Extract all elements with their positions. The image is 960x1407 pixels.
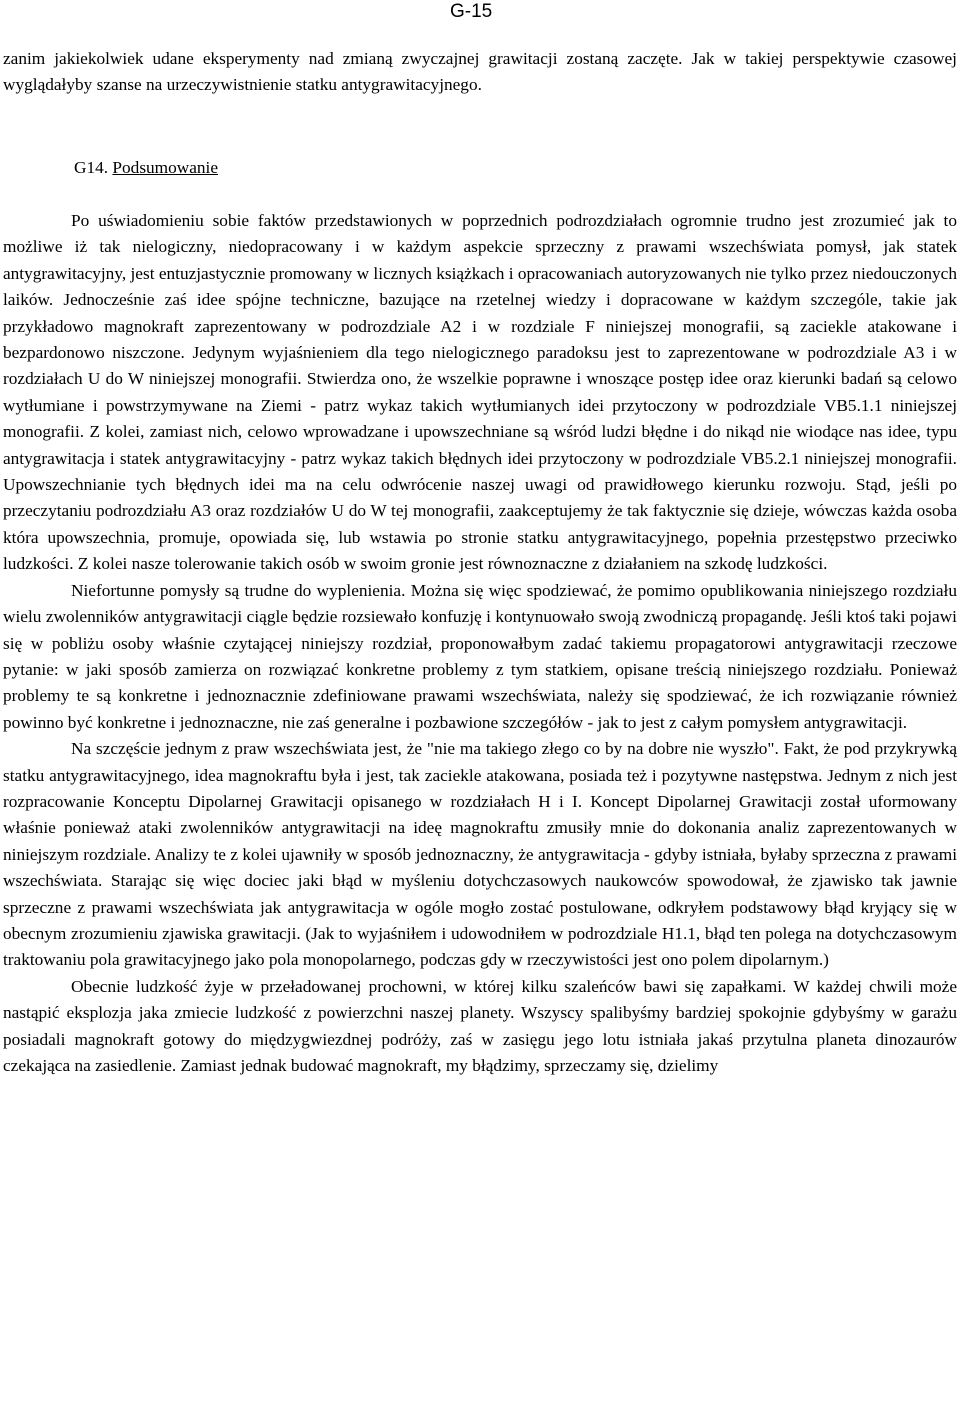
page-number: G-15 xyxy=(450,1,493,22)
section-body xyxy=(3,208,957,1079)
section-title: Podsumowanie xyxy=(112,158,219,177)
section-heading xyxy=(74,155,218,181)
paragraph: Na szczęście jednym z praw wszechświata jest, że "nie ma takiego złego co by na dobre nie wyszło". Fakt, że pod przykrywką statku antygrawitacyjnego, idea magnokraftu była i jest, tak zaciekle atakowana, posiada też i pozytywne następstwa. Jednym z nich jest rozpracowanie Konceptu Dipolarnej Grawitacji opisanego w rozdziałach H i I. Koncept Dipolarnej Grawitacji został uformowany właśnie ponieważ ataki zwolenników antygrawitacji na ideę magnokraftu zmusiły mnie do dokonania analiz zaprezentowanych w niniejszym rozdziale. Analizy te z kolei ujawniły w sposób jednoznaczny, że antygrawitacja - gdyby istniała, byłaby sprzeczna z prawami wszechświata. Starając się więc dociec jaki błąd w myśleniu dotychczasowych naukowców spowodował, że zjawisko tak jawnie sprzeczne z prawami wszechświata jak antygrawitacja w ogóle mogło zostać postulowane, odkryłem podstawowy błąd kryjący się w obecnym zrozumieniu zjawiska grawitacji. (Jak to wyjaśniłem i udowodniłem w podrozdziale H1.1, błąd ten polega na dotychczasowym traktowaniu pola grawitacyjnego jako pola monopolarnego, podczas gdy w rzeczywistości jest ono polem dipolarnym.) xyxy=(3,739,957,970)
paragraph: Po uświadomieniu sobie faktów przedstawionych w poprzednich podrozdziałach ogromnie trudno jest zrozumieć jak to możliwe iż tak nielogiczny, niedopracowany i w każdym aspekcie sprzeczny z prawami wszechświata pomysł, jak statek antygrawitacyjny, jest entuzjastycznie promowany w licznych książkach i opracowaniach autoryzowanych nie tylko przez niedouczonych laików. Jednocześnie zaś idee spójne techniczne, bazujące na rzetelnej wiedzy i dopracowane w każdym szczególe, takie jak przykładowo magnokraft zaprezentowany w podrozdziale A2 i w rozdziale F niniejszej monografii, są zaciekle atakowane i bezpardonowo niszczone. Jedynym wyjaśnieniem dla tego nielogicznego paradoksu jest to zaprezentowane w podrozdziale A3 i w rozdziałach U do W niniejszej monografii. Stwierdza ono, że wszelkie poprawne i wnoszące postęp idee oraz kierunki badań są celowo wytłumiane i powstrzymywane na Ziemi - patrz wykaz takich wytłumianych idei przytoczony w podrozdziale VB5.1.1 niniejszej monografii. Z kolei, zamiast nich, celowo wprowadzane i upowszechniane są wśród ludzi błędne i do nikąd nie wiodące nas idee, typu antygrawitacja i statek antygrawitacyjny - patrz wykaz takich błędnych idei przytoczony w podrozdziale VB5.2.1 niniejszej monografii. Upowszechnianie tych błędnych idei ma na celu odwrócenie naszej uwagi od prawidłowego kierunku rozwoju. Stąd, jeśli po przeczytaniu podrozdziału A3 oraz rozdziałów U do W tej monografii, zaakceptujemy że tak faktycznie się dzieje, wówczas każda osoba która upowszechnia, promuje, opowiada się, lub wstawia po stronie statku antygrawitacyjnego, popełnia przestępstwo przeciwko ludzkości. Z kolei nasze tolerowanie takich osób w swoim gronie jest równoznaczne z działaniem na szkodę ludzkości. xyxy=(3,211,957,574)
paragraph: Niefortunne pomysły są trudne do wyplenienia. Można się więc spodziewać, że pomimo opublikowania niniejszego rozdziału wielu zwolenników antygrawitacji ciągle będzie rozsiewało konfuzję i kontynuowało swoją zwodniczą propagandę. Jeśli ktoś taki pojawi się w pobliżu osoby właśnie czytającej niniejszy rozdział, proponowałbym zadać takiemu propagatorowi antygrawitacji rzeczowe pytanie: w jaki sposób zamierza on rozwiązać konkretne problemy z tym statkiem, opisane treścią niniejszego rozdziału. Ponieważ problemy te są konkretne i jednoznacznie zdefiniowane prawami wszechświata, należy się spodziewać, że ich rozwiązanie również powinno być konkretne i jednoznaczne, nie zaś generalne i pozbawione szczegółów - jak to jest z całym pomysłem antygrawitacji. xyxy=(3,580,957,732)
paragraph: Obecnie ludzkość żyje w przeładowanej prochowni, w której kilku szaleńców bawi się zapałkami. W każdej chwili może nastąpić eksplozja jaka zmiecie ludzkość z powierzchni naszej planety. Wszyscy spalibyśmy bardziej spokojnie gdybyśmy w garażu posiadali magnokraft gotowy do międzygwiezdnej podróży, zaś w zasięgu jego lotu istniała jakaś przytulna planeta dinozaurów czekająca na zasiedlenie. Zamiast jednak budować magnokraft, my błądzimy, sprzeczamy się, dzielimy xyxy=(3,976,957,1075)
section-number: G14. xyxy=(74,158,109,177)
intro-paragraph: zanim jakiekolwiek udane eksperymenty nad zmianą zwyczajnej grawitacji zostaną zaczęte. Jak w takiej perspektywie czasowej wyglądałyby szanse na urzeczywistnienie statku antygrawitacyjnego. xyxy=(3,49,957,95)
